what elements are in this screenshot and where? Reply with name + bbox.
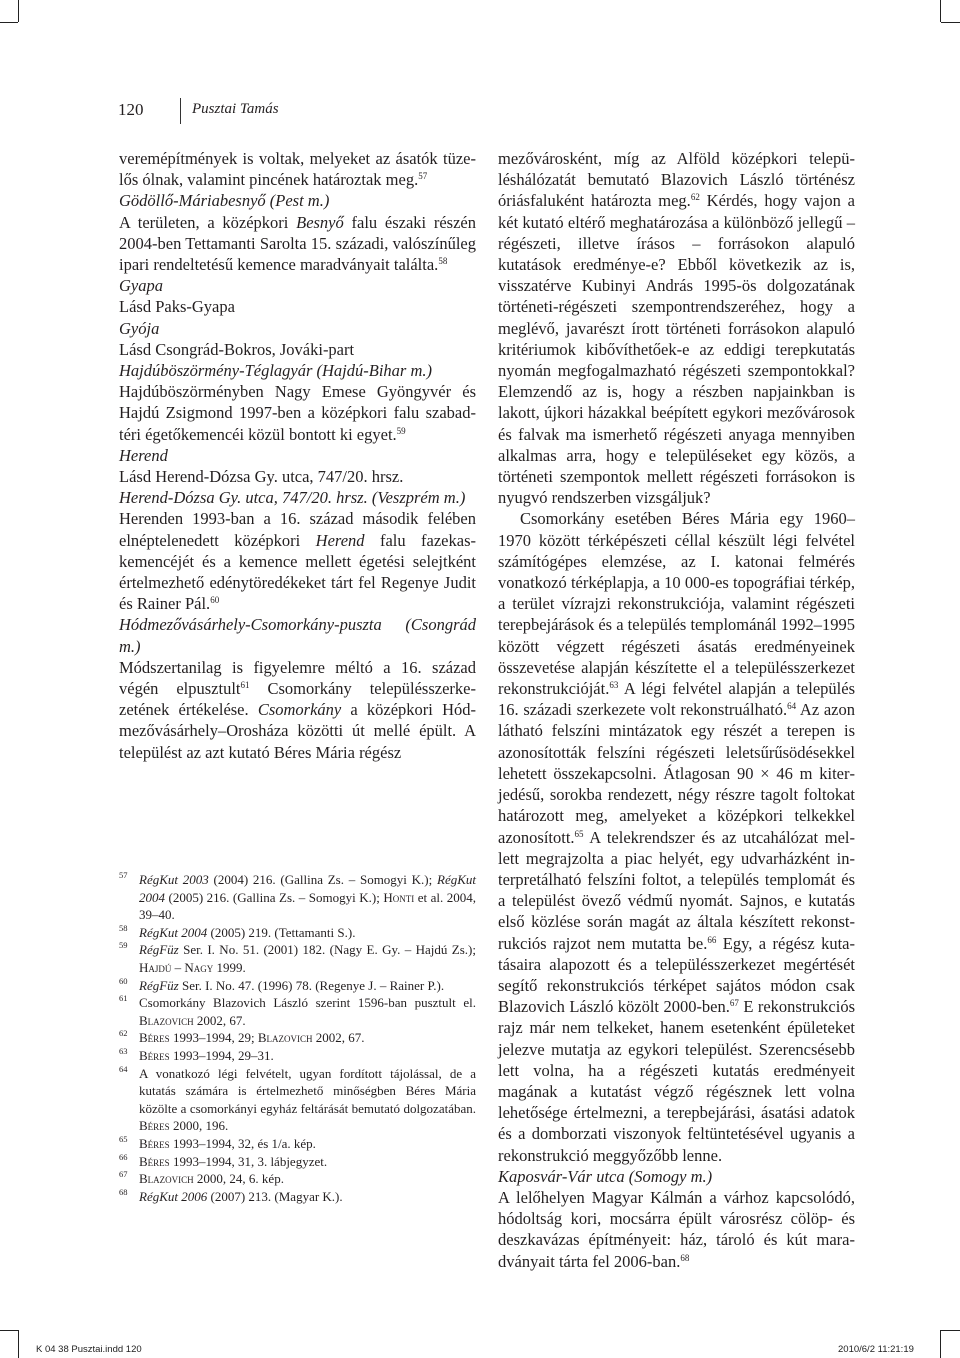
entry-title: Gyója — [119, 318, 160, 338]
footnote: 66 Béres 1993–1994, 31, 3. lábjegyzet. — [119, 1151, 328, 1169]
entry-title: Gödöllő-Máriabesnyő (Pest m.) — [119, 191, 330, 211]
footnote: 57 RégKut 2003 (2004) 216. (Gallina Zs. – Somogyi K.); RégKut 2004 (2005) 216. (Gallina Zs. – Somogyi K.); Honti et al. 2004, 39–40. — [119, 870, 476, 923]
footnotes — [119, 871, 476, 1205]
footnote: 65 Béres 1993–1994, 32, és 1/a. kép. — [119, 1133, 316, 1151]
crop-mark — [940, 0, 941, 22]
crop-mark — [0, 1330, 18, 1331]
paragraph: Csomorkány esetében Béres Mária egy 1960–1970 között térképészeti céllal készült légi felvétel számítógépes elemzése, az I. katonai felmérés vonatkozó térképlapja, a 10 000-es topográfiai térkép, a terület vízrajzi rekonstrukciója, valamint régészeti terepbejárások és a település templománál 1992–1995 között végzett régészeti ásatás eredményeinek összevetése alapján készítette el a településszerkezet rekonstrukcióját.$^{63}$ A légi felvétel alapján a település 16. századi szerkezete volt rekonstruálható.$^{64}$ Az azon látható felszíni mintázatok egy részét a terepen is azonosították felszíni régészeti leletsűrűsödésekkel lehetett összekapcsolni. Átlagosan 90 × 46 m kiterjedésű, sorokba rendezett, négy részre tagolt foltokat határozott meg, amelyeket a középkori telkekkel azonosított.$^{65}$ A telekrendszer és az utcahálózat mellett megrajzolta a piac helyét, egy udvarházként interpretálható felszíni foltot, a település templomát és a települést övező védmű nyomát. Sajnos, e kutatás első közlése során magát az általa készített rekonstrukciós rajzot nem mutatta be.$^{66}$ Egy, a régész kutatásaira alapozott és a településszerkezet megértését segítő rekonstrukciós térképet sajátos módon csak Blazovich László közölt 2000-ben.$^{67}$ E rekonstrukciós rajz már nem telkeket, hanem esetenként épületeket jelezve mutatja az egykori települést. Szerencsésebb lett volna, ha a régészeti kutatás eredményeit magának a kutatást végző régésznek lett volna lehetősége értelmezni, a terepbejárási, ásatási adatok és a domborzati viszonyok feltüntetésével ugyanis a rekonstrukció meggyőzőbb lenne. — [498, 509, 855, 1165]
entry-text: Módszertanilag is figyelemre méltó a 16. század végén elpusztult$^{61}$ Csomorkány településszerkezetének értékelése. Csomorkány a középkori Hódmezővásárhely–Orosháza közötti út mellé épült. A települést az azt kutató Béres Mária régész — [119, 657, 476, 762]
paragraph: mezővárosként, míg az Alföld középkori településhálózatát bemutató Blazovich László történész óriásfaluként határozta meg.$^{62}$ Kérdés, hogy vajon a két kutató eltérő meghatározása a különböző jellegű – régészeti, illetve írásos – forrásokon alapuló kutatások eredménye-e? Ebből következik az is, visszatérve Kubinyi András 1995-ös dolgozatának történeti-régészeti szempontrendszeréhez, hogy a meglévő, javarészt írott történeti forrásokon alapuló kritériumok kibővíthetőek-e az eddigi terepkutatás nyomán megfogalmazható régészeti szempontokkal? Elemzendő az is, hogy a részben napjainkban is lakott, újkori házakkal beépített egykori mezővárosok és falvak ma ismerhető régészeti anyaga mennyiben alkalmas arra, hogy e településeket egy közös, a történeti szempontok mellett régészeti forrásokon is nyugvó rendszerben vizsgáljuk? — [498, 149, 856, 508]
footnote: 60 RégFüz Ser. I. No. 47. (1996) 78. (Regenye J. – Rainer P.). — [119, 975, 445, 993]
footnote: 61 Csomorkány Blazovich László szerint 1596-ban pusztult el. Blazovich 2002, 67. — [119, 993, 476, 1028]
footnote: 68 RégKut 2006 (2007) 213. (Magyar K.). — [119, 1186, 343, 1204]
print-slug-timestamp: 2010/6/2 11:21:19 — [838, 1344, 914, 1355]
entry-text: Hajdúböszörményben Nagy Emese Gyöngyvér és Hajdú Zsigmond 1997-ben a középkori falu szabadtéri égetőkemencéi közül bontott ki egyet.$^{59}$ — [119, 382, 476, 444]
crop-mark — [18, 1330, 19, 1358]
page-number: 120 — [118, 100, 144, 119]
entry-title: Herend-Dózsa Gy. utca, 747/20. hrsz. (Veszprém m.) — [119, 488, 466, 508]
crop-mark — [940, 1330, 941, 1358]
entry-text: Lásd Csongrád-Bokros, Jováki-part — [119, 339, 355, 359]
crop-mark — [18, 0, 19, 22]
entry-text: Lásd Paks-Gyapa — [119, 297, 235, 317]
running-header-author: Pusztai Tamás — [192, 101, 279, 117]
crop-mark — [0, 22, 18, 23]
entry-title: Gyapa — [119, 276, 163, 296]
entry-text: A lelőhelyen Magyar Kálmán a várhoz kapcsolódó, hódoltság kori, mocsárra épült városrész cölöp- és deszkavázas építményeit: ház, tároló és kút maradványait tárta fel 2006-ban.$^{68}$ — [498, 1187, 855, 1271]
crop-mark — [941, 22, 960, 23]
footnote: 62 Béres 1993–1994, 29; Blazovich 2002, 67. — [119, 1028, 365, 1046]
entry-title: Herend — [119, 445, 168, 465]
paragraph: veremépítmények is voltak, melyeket az ásatók tüzelős ólnak, valamint pincének határoztak meg.$^{57}$ — [119, 149, 476, 190]
entry-title: Kaposvár-Vár utca (Somogy m.) — [498, 1166, 713, 1186]
entry-text: A területen, a középkori Besnyő falu északi részén 2004-ben Tettamanti Sarolta 15. századi, valószínűleg ipari rendeltetésű kemence maradványait találta.$^{58}$ — [119, 212, 476, 275]
crop-mark — [941, 1330, 960, 1331]
entry-title: Hódmezővásárhely-Csomorkány-puszta (Csongrád m.) — [119, 615, 476, 656]
entry-text: Herenden 1993-ban a 16. század második felében elnéptelenedett középkori Herend falu fazekaskemencéjét és a kemence mellett égetési selejtként értelmezhető edénytöredékeket tárt fel Regenye Judit és Rainer Pál.$^{60}$ — [119, 509, 476, 614]
entry-text: Lásd Herend-Dózsa Gy. utca, 747/20. hrsz. — [119, 467, 404, 487]
footnote: 64 A vonatkozó légi felvételt, ugyan fordított tájolással, de a kutatás számára is értelmezhető minőségben Béres Mária közölte a csomorkányi egyház feltárását bemutató dolgozatában. Béres 2000, 196. — [119, 1063, 476, 1134]
entry-title: Hajdúböszörmény-Téglagyár (Hajdú-Bihar m.) — [119, 361, 433, 381]
footnote: 63 Béres 1993–1994, 29–31. — [119, 1045, 274, 1063]
print-slug-file: K 04 38 Pusztai.indd 120 — [36, 1344, 142, 1355]
running-header — [118, 98, 518, 124]
footnote: 58 RégKut 2004 (2005) 219. (Tettamanti S.). — [119, 922, 356, 940]
left-column — [119, 148, 476, 763]
header-divider — [180, 98, 181, 124]
right-column — [498, 148, 855, 1272]
footnote: 59 RégFüz Ser. I. No. 51. (2001) 182. (Nagy E. Gy. – Hajdú Zs.); Hajdú – Nagy 1999. — [119, 940, 476, 975]
footnote: 67 Blazovich 2000, 24, 6. kép. — [119, 1169, 284, 1187]
